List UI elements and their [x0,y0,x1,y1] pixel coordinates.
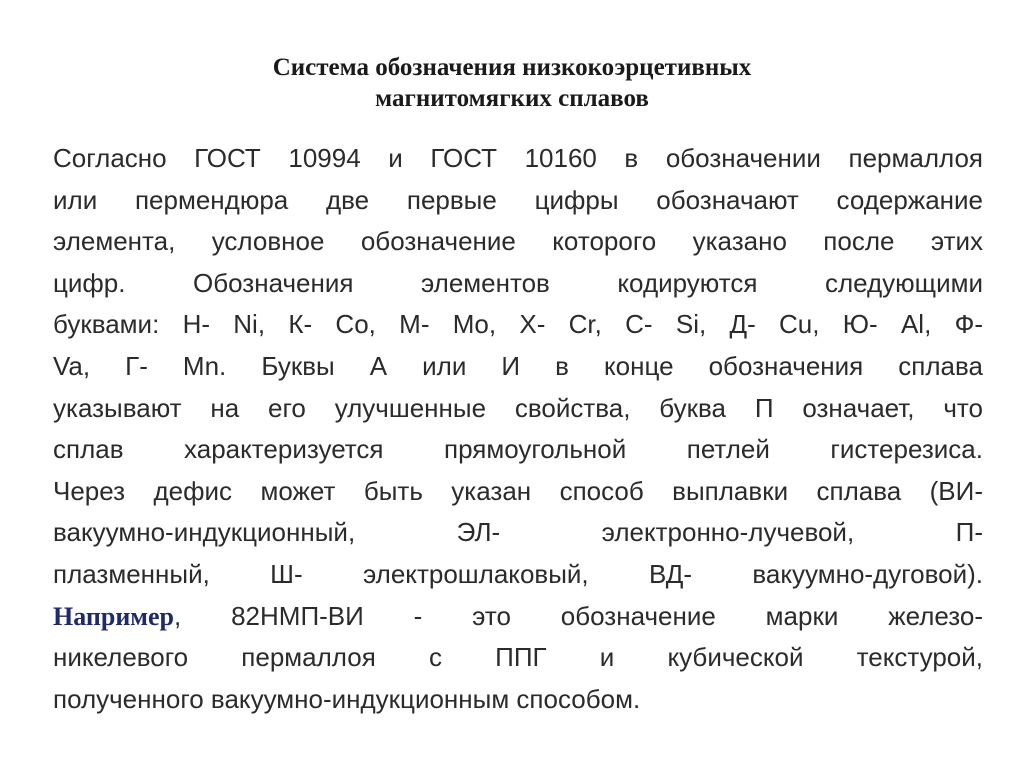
text-line: Va, Г- Mn. Буквы А или И в конце обозначения сплава [53,350,983,381]
text-line: указывают на его улучшенные свойства, буква П означает, что [53,392,983,423]
example-line [53,596,983,638]
text-line: сплав характеризуется прямоугольной петлей гистерезиса. [53,434,983,465]
example-text: , 82НМП-ВИ - это обозначение марки железо- [174,600,983,631]
text-line: буквами: Н- Ni, К- Co, М- Mo, Х- Cr, С- Si, Д- Cu, Ю- Al, Ф- [53,309,983,340]
slide-title [0,52,1024,114]
text-line: полученного вакуумно-индукционным способом. [53,683,641,714]
text-line: цифр. Обозначения элементов кодируются следующими [53,267,983,298]
example-label: Например [53,601,175,631]
title-line-2: магнитомягких сплавов [375,85,649,112]
body-paragraph [53,138,983,720]
text-line: или пермендюра две первые цифры обозначают содержание [53,184,983,215]
text-line: элемента, условное обозначение которого указано после этих [53,226,983,257]
text-line: вакуумно-индукционный, ЭЛ- электронно-лучевой, П- [53,517,983,548]
text-line: плазменный, Ш- электрошлаковый, ВД- вакуумно-дуговой). [53,558,983,589]
text-line: никелевого пермаллоя с ППГ и кубической текстурой, [53,642,983,673]
text-line: Согласно ГОСТ 10994 и ГОСТ 10160 в обозначении пермаллоя [53,143,983,173]
text-line: Через дефис может быть указан способ выплавки сплава (ВИ- [53,475,983,506]
title-line-1: Система обозначения низкокоэрцетивных [272,54,752,81]
